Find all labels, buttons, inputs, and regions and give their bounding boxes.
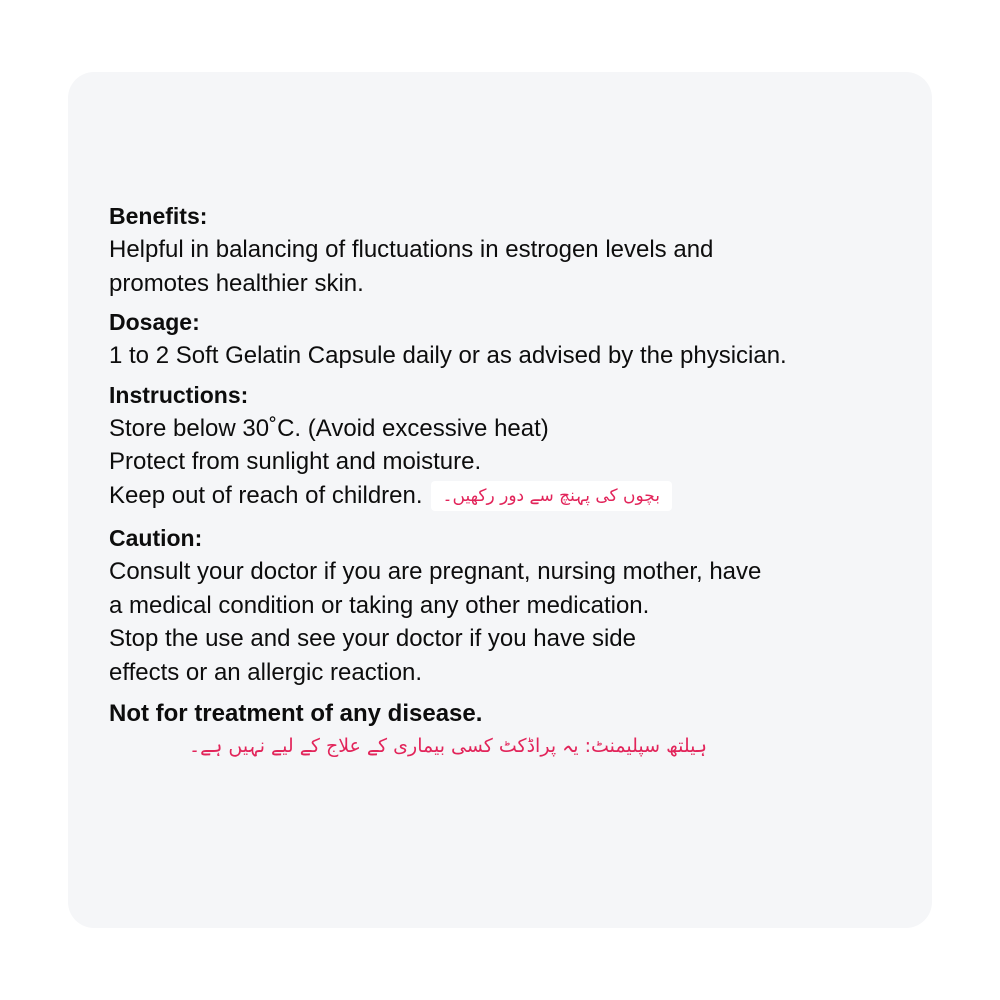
instructions-line-1: Store below 30˚C. (Avoid excessive heat) <box>109 414 549 442</box>
dosage-heading: Dosage: <box>109 309 200 335</box>
instructions-line-3 <box>109 479 909 513</box>
caution-line-2: a medical condition or taking any other medication. <box>109 591 650 619</box>
instructions-section <box>109 379 909 513</box>
instructions-heading: Instructions: <box>109 381 249 408</box>
benefits-section <box>109 200 909 300</box>
benefits-line-2: promotes healthier skin. <box>109 269 364 297</box>
urdu-keep-away-note: بچوں کی پہنچ سے دور رکھیں۔ <box>431 481 672 511</box>
caution-heading: Caution: <box>109 525 203 551</box>
product-info-content <box>109 200 909 761</box>
urdu-disclaimer: ہیلتھ سپلیمنٹ: یہ پراڈکٹ کسی بیماری کے علاج کے لیے نہیں ہے۔ <box>188 735 707 757</box>
dosage-section <box>109 306 909 373</box>
disclaimer-heading: Not for treatment of any disease. <box>109 700 483 727</box>
caution-line-3: Stop the use and see your doctor if you have side <box>109 625 637 652</box>
disclaimer-section <box>109 697 909 761</box>
instructions-line-3-text: Keep out of reach of children. <box>109 481 423 509</box>
caution-line-4: effects or an allergic reaction. <box>109 658 423 686</box>
instructions-line-2: Protect from sunlight and moisture. <box>109 448 482 475</box>
caution-line-1: Consult your doctor if you are pregnant, nursing mother, have <box>109 558 762 585</box>
benefits-heading: Benefits: <box>109 203 208 229</box>
caution-section <box>109 522 909 689</box>
dosage-line-1: 1 to 2 Soft Gelatin Capsule daily or as advised by the physician. <box>109 342 787 369</box>
benefits-line-1: Helpful in balancing of fluctuations in estrogen levels and <box>109 236 714 263</box>
